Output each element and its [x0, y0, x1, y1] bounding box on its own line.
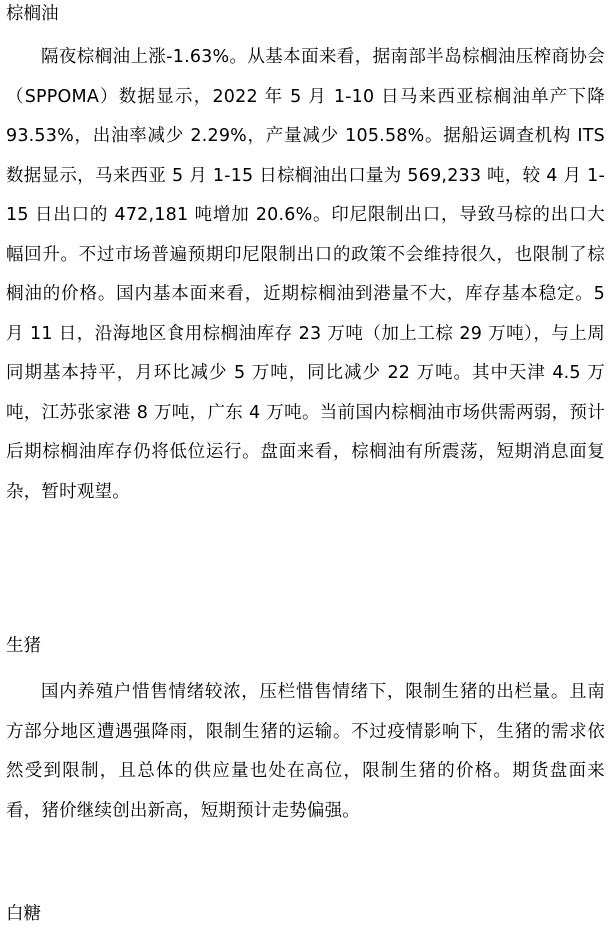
section-heading-live-hog: 生猪 [6, 636, 41, 656]
section-heading-palm-oil: 棕榈油 [6, 4, 59, 24]
section-paragraph-live-hog: 国内养殖户惜售情绪较浓，压栏惜售情绪下，限制生猪的出栏量。且南方部分地区遭遇强降雨，限制生猪的运输。不过疫情影响下，生猪的需求依然受到限制，且总体的供应量也处在高位，限制生猪的价格。期货盘面来看，猪价继续创出新高，短期预计走势偏强。 [6, 682, 605, 821]
section-paragraph-palm-oil: 隔夜棕榈油上涨-1.63%。从基本面来看，据南部半岛棕榈油压榨商协会（SPPOMA）数据显示，2022 年 5 月 1-10 日马来西亚棕榈油单产下降 93.53%，出油率减少 2.29%，产量减少 105.58%。据船运调查机构 ITS 数据显示，马来西亚 5 月 1-15 日棕榈油出口量为 569,233 吨，较 4 月 1-15 日出口的 472,181 吨增加 20.6%。印尼限制出口，导致马棕的出口大幅回升。不过市场普遍预期印尼限制出口的政策不会维持很久，也限制了棕榈油的价格。国内基本面来看，近期棕榈油到港量不大，库存基本稳定。5 月 11 日，沿海地区食用棕榈油库存 23 万吨（加上工棕 29 万吨），与上周同期基本持平，月环比减少 5 万吨，同比减少 22 万吨。其中天津 4.5 万吨，江苏张家港 8 万吨，广东 4 万吨。当前国内棕榈油市场供需两弱，预计后期棕榈油库存仍将低位运行。盘面来看，棕榈油有所震荡，短期消息面复杂，暂时观望。 [6, 47, 605, 502]
section-heading-sugar: 白糖 [6, 904, 41, 924]
